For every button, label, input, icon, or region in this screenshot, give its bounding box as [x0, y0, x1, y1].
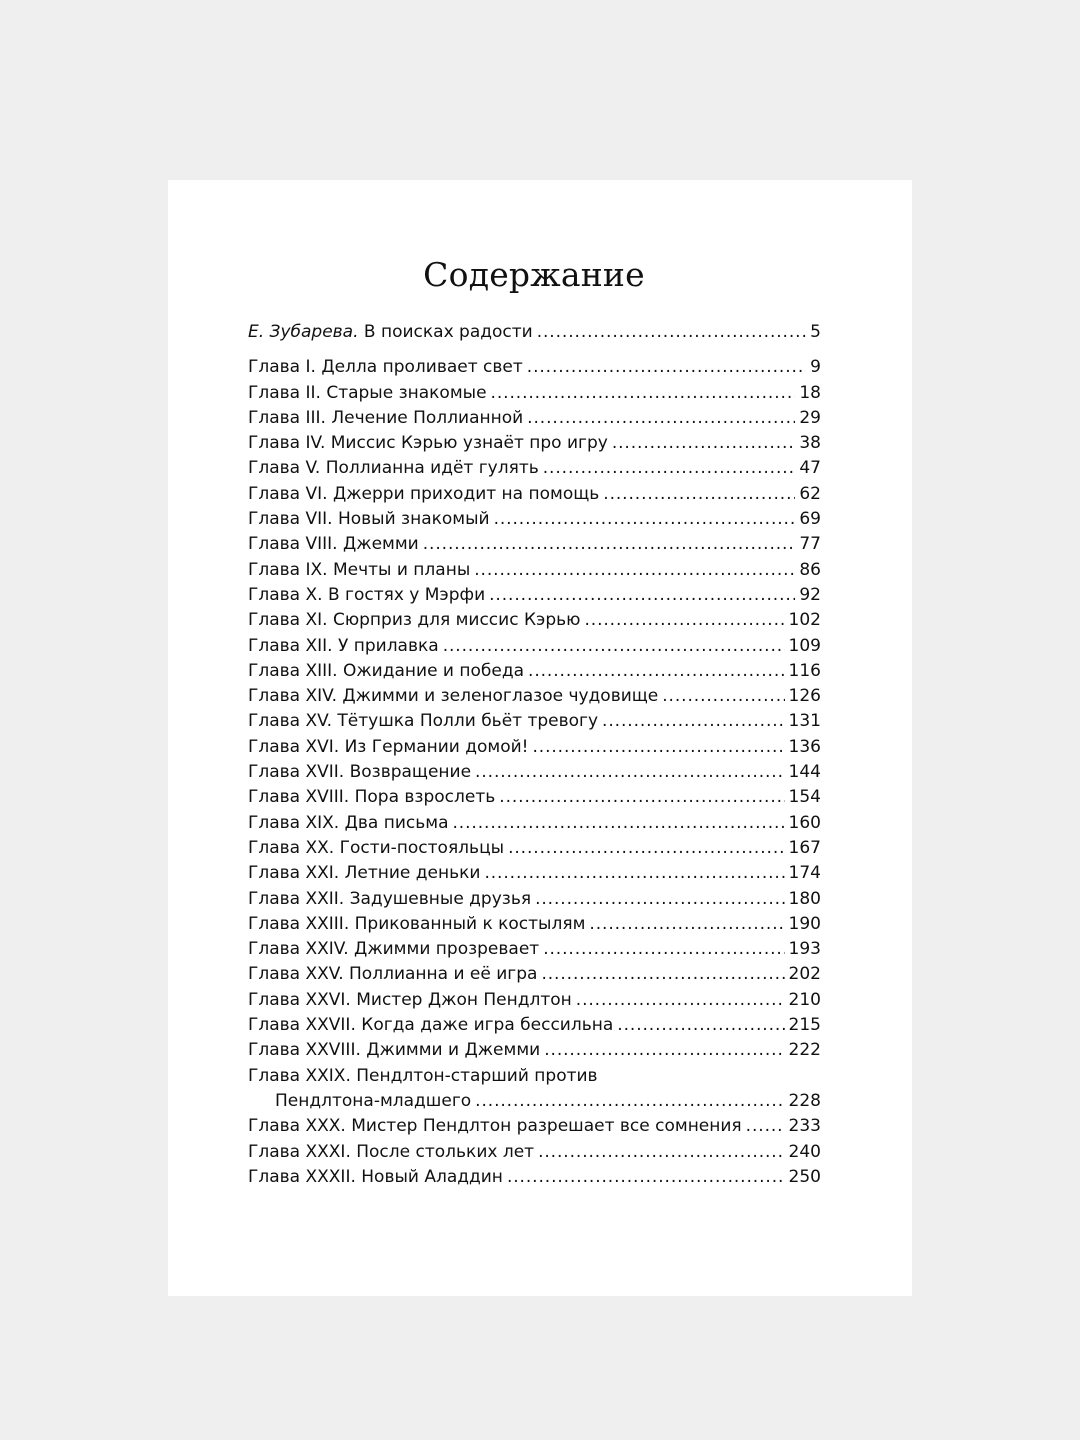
toc-chapter-entry	[248, 408, 821, 433]
dot-leader	[612, 433, 796, 453]
toc-chapter-entry	[248, 1015, 821, 1040]
toc-entry-page: 92	[799, 584, 821, 605]
toc-entry-label: Глава XIX. Два письма	[248, 812, 449, 833]
toc-entry-label: Глава XI. Сюрприз для миссис Кэрью	[248, 610, 581, 631]
dot-leader	[543, 939, 784, 959]
toc-entry-label: Глава XXIX. Пендлтон-старший против	[248, 1065, 598, 1086]
toc-chapter-entry	[248, 787, 821, 812]
dot-leader	[532, 737, 784, 757]
dot-leader	[491, 383, 796, 403]
toc-entry-label: Глава XXXI. После стольких лет	[248, 1141, 535, 1162]
toc-entry-label: Глава V. Поллианна идёт гулять	[248, 458, 539, 479]
toc-entry-page: 174	[788, 863, 821, 884]
toc-chapter-entry	[248, 1116, 821, 1141]
toc-entry-page: 9	[810, 357, 821, 378]
toc-intro-entry	[248, 322, 821, 347]
toc-chapter-entry	[248, 383, 821, 408]
toc-entry-label: Глава XXVII. Когда даже игра бессильна	[248, 1015, 614, 1036]
toc-chapter-entry	[248, 939, 821, 964]
toc-chapter-entry	[248, 863, 821, 888]
toc-entry-page: 136	[788, 736, 821, 757]
toc-entry-page: 228	[788, 1090, 821, 1111]
toc-entry-page: 154	[788, 787, 821, 808]
toc-entry-label: Глава X. В гостях у Мэрфи	[248, 584, 486, 605]
toc-chapter-entry	[248, 1066, 821, 1091]
toc-entry-page: 210	[788, 989, 821, 1010]
dot-leader	[602, 711, 785, 731]
toc-entry-page: 144	[788, 762, 821, 783]
toc-entry-label: Глава XXV. Поллианна и её игра	[248, 964, 538, 985]
toc-entry-label: Глава XVIII. Пора взрослеть	[248, 787, 496, 808]
toc-entry-page: 116	[788, 660, 821, 681]
dot-leader	[603, 484, 795, 504]
toc-entry-label: Глава I. Делла проливает свет	[248, 357, 523, 378]
toc-entry-label: Глава XX. Гости-постояльцы	[248, 837, 505, 858]
toc-chapter-entry	[248, 1167, 821, 1192]
toc-entry-label: Глава III. Лечение Поллианной	[248, 407, 524, 428]
dot-leader	[489, 585, 795, 605]
toc-entry-label: Глава XXVIII. Джимми и Джемми	[248, 1040, 541, 1061]
toc-entry-label	[248, 322, 533, 342]
toc-entry-page: 69	[799, 509, 821, 530]
dot-leader	[423, 534, 796, 554]
toc-chapter-entry-continuation	[248, 1091, 821, 1116]
toc-chapter-entry	[248, 762, 821, 787]
toc-entry-page: 109	[788, 635, 821, 656]
toc-entry-label: Глава II. Старые знакомые	[248, 382, 487, 403]
dot-leader	[544, 1040, 784, 1060]
toc-chapter-entry	[248, 889, 821, 914]
toc-entry-label: Глава XIII. Ожидание и победа	[248, 660, 525, 681]
toc-chapter-entry	[248, 1040, 821, 1065]
toc-entry-page: 250	[788, 1166, 821, 1187]
dot-leader	[508, 838, 784, 858]
toc-chapter-entry	[248, 686, 821, 711]
toc-entry-page: 160	[788, 812, 821, 833]
dot-leader	[453, 813, 785, 833]
toc-entry-label: Глава XII. У прилавка	[248, 635, 439, 656]
toc-entry-label-continuation: Пендлтона-младшего	[275, 1090, 472, 1111]
toc-entry-page: 215	[788, 1015, 821, 1036]
toc-chapter-entry	[248, 509, 821, 534]
toc-chapter-entry	[248, 560, 821, 585]
toc-entry-label: Глава VI. Джерри приходит на помощь	[248, 483, 600, 504]
dot-leader	[537, 322, 806, 342]
toc-chapter-entry	[248, 585, 821, 610]
toc-entry-page: 167	[788, 837, 821, 858]
toc-entry-page: 47	[799, 458, 821, 479]
dot-leader	[494, 509, 796, 529]
toc-entry-page: 131	[788, 711, 821, 732]
toc-entry-label: Глава VII. Новый знакомый	[248, 509, 490, 530]
toc-entry-label: Глава XXI. Летние деньки	[248, 863, 481, 884]
page-title: Содержание	[423, 255, 645, 294]
toc-chapter-entry	[248, 838, 821, 863]
toc-entry-label: Глава XXVI. Мистер Джон Пендлтон	[248, 989, 572, 1010]
toc-entry-page: 38	[799, 433, 821, 454]
toc-entry-page: 233	[788, 1116, 821, 1137]
toc-chapter-entry	[248, 534, 821, 559]
toc-chapter-entry	[248, 433, 821, 458]
toc-entry-label: Глава IX. Мечты и планы	[248, 559, 471, 580]
toc-entry-page: 102	[788, 610, 821, 631]
toc-chapter-entry	[248, 610, 821, 635]
toc-entry-page: 29	[799, 407, 821, 428]
toc-chapter-entry	[248, 458, 821, 483]
toc-chapter-entry	[248, 914, 821, 939]
toc-entry-page: 222	[788, 1040, 821, 1061]
toc-entry-page: 180	[788, 888, 821, 909]
dot-leader	[589, 914, 784, 934]
dot-leader	[527, 408, 795, 428]
toc-entry-label: Глава IV. Миссис Кэрью узнаёт про игру	[248, 433, 608, 454]
toc-entry-label: Глава XXXII. Новый Аладдин	[248, 1166, 503, 1187]
dot-leader	[507, 1167, 785, 1187]
dot-leader	[528, 661, 785, 681]
dot-leader	[746, 1116, 785, 1136]
dot-leader	[584, 610, 784, 630]
toc-entry-label: Глава XXII. Задушевные друзья	[248, 888, 532, 909]
toc-chapter-entry	[248, 990, 821, 1015]
dot-leader	[499, 787, 784, 807]
table-of-contents	[248, 322, 821, 1192]
toc-entry-page: 126	[788, 686, 821, 707]
toc-chapter-entry	[248, 357, 821, 382]
toc-entry-label: Глава XXX. Мистер Пендлтон разрешает все сомнения	[248, 1116, 742, 1137]
dot-leader	[617, 1015, 784, 1035]
toc-entry-label: Глава XVI. Из Германии домой!	[248, 736, 529, 757]
dot-leader	[535, 889, 784, 909]
toc-entry-page: 18	[799, 382, 821, 403]
dot-leader	[443, 636, 785, 656]
dot-leader	[474, 560, 795, 580]
toc-entry-page: 86	[799, 559, 821, 580]
dot-leader	[527, 357, 806, 377]
dot-leader	[543, 458, 796, 478]
toc-entry-page: 240	[788, 1141, 821, 1162]
toc-entry-page: 193	[788, 939, 821, 960]
dot-leader	[576, 990, 785, 1010]
toc-chapter-entry	[248, 661, 821, 686]
toc-chapter-entry	[248, 813, 821, 838]
toc-entry-page: 77	[799, 534, 821, 555]
toc-entry-label: Глава XXIV. Джимми прозревает	[248, 939, 540, 960]
toc-chapter-entry	[248, 964, 821, 989]
dot-leader	[475, 762, 785, 782]
toc-entry-label: Глава XIV. Джимми и зеленоглазое чудовище	[248, 686, 659, 707]
toc-chapter-entry	[248, 737, 821, 762]
toc-entry-page: 202	[788, 964, 821, 985]
toc-chapter-entry	[248, 1142, 821, 1167]
intro-author: Е. Зубарева.	[248, 322, 359, 342]
dot-leader	[538, 1142, 784, 1162]
toc-chapter-entry	[248, 711, 821, 736]
toc-entry-page: 5	[810, 322, 821, 342]
dot-leader	[662, 686, 784, 706]
toc-entry-page: 62	[799, 483, 821, 504]
toc-entry-label: Глава XVII. Возвращение	[248, 762, 472, 783]
intro-title: В поисках радости	[363, 322, 533, 342]
toc-entry-label: Глава XXIII. Прикованный к костылям	[248, 913, 586, 934]
toc-entry-page: 190	[788, 913, 821, 934]
dot-leader	[475, 1091, 784, 1111]
dot-leader	[541, 964, 784, 984]
toc-chapter-entry	[248, 484, 821, 509]
dot-leader	[484, 863, 784, 883]
toc-entry-label: Глава VIII. Джемми	[248, 534, 419, 555]
toc-entry-label: Глава XV. Тётушка Полли бьёт тревогу	[248, 711, 599, 732]
toc-chapter-entry	[248, 636, 821, 661]
